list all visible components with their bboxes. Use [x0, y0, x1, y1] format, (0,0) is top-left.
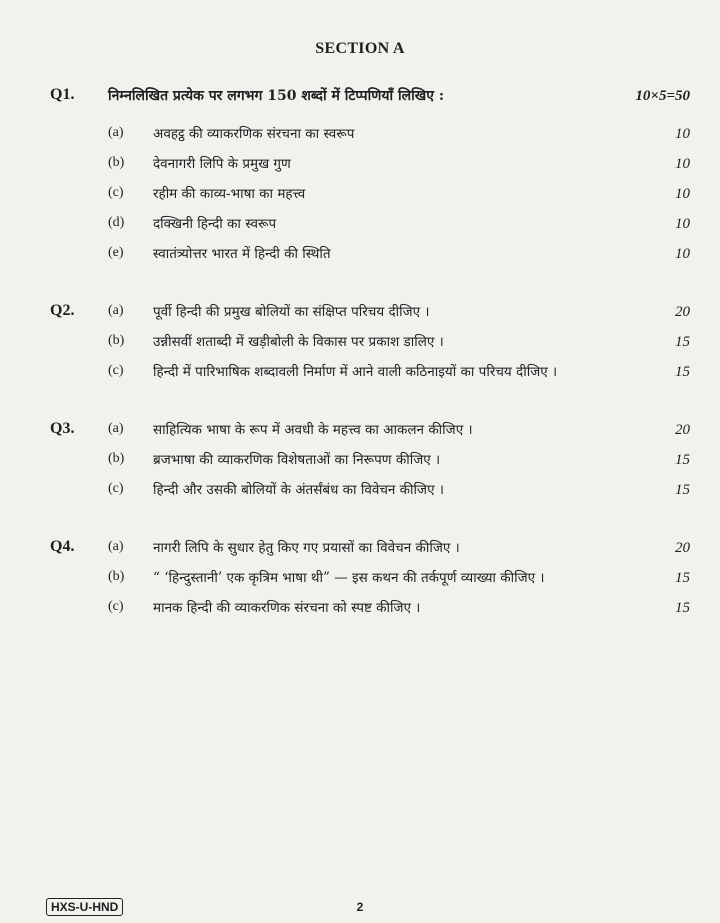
part-label: (a): [108, 421, 124, 436]
question-number: Q4.: [50, 538, 75, 555]
question-number: Q2.: [50, 302, 75, 319]
part-label: (e): [108, 245, 124, 260]
part-label: (b): [108, 569, 125, 584]
question-part: [0, 244, 720, 274]
question-4: [0, 538, 720, 628]
part-marks: 10: [675, 246, 690, 262]
question-part: [0, 154, 720, 184]
part-label: (c): [108, 599, 124, 614]
question-instruction: निम्नलिखित प्रत्येक पर लगभग 150 शब्दों में टिप्पणियाँ लिखिए :: [108, 88, 444, 104]
question-part: [0, 420, 720, 450]
question-part: [0, 538, 720, 568]
part-label: (a): [108, 539, 124, 554]
question-part: [0, 214, 720, 244]
part-marks: 10: [675, 156, 690, 172]
question-part: [0, 124, 720, 154]
question-part: [0, 302, 720, 332]
part-text: उन्नीसवीं शताब्दी में खड़ीबोली के विकास पर प्रकाश डालिए ।: [153, 334, 444, 350]
part-label: (c): [108, 481, 124, 496]
part-text: साहित्यिक भाषा के रूप में अवधी के महत्त्व का आकलन कीजिए ।: [153, 422, 473, 438]
part-label: (b): [108, 155, 125, 170]
question-number: Q3.: [50, 420, 75, 437]
question-part: [0, 450, 720, 480]
part-marks: 15: [675, 334, 690, 350]
total-marks: 10×5=50: [635, 88, 690, 104]
part-text: मानक हिन्दी की व्याकरणिक संरचना को स्पष्ट कीजिए ।: [153, 600, 421, 616]
part-label: (b): [108, 451, 125, 466]
part-text: “ ‘हिन्दुस्तानी’ एक कृत्रिम भाषा थी” — इस कथन की तर्कपूर्ण व्याख्या कीजिए ।: [153, 570, 545, 586]
part-text: रहीम की काव्य-भाषा का महत्त्व: [153, 186, 306, 202]
paper-code: HXS-U-HND: [46, 898, 123, 916]
part-text: देवनागरी लिपि के प्रमुख गुण: [153, 156, 291, 172]
part-text: दक्खिनी हिन्दी का स्वरूप: [153, 216, 277, 232]
part-label: (d): [108, 215, 125, 230]
question-part: [0, 362, 720, 392]
part-text: स्वातंत्र्योत्तर भारत में हिन्दी की स्थिति: [153, 246, 331, 262]
question-part: [0, 184, 720, 214]
question-part: [0, 332, 720, 362]
section-title: SECTION A: [315, 40, 405, 57]
part-label: (c): [108, 185, 124, 200]
part-text: हिन्दी में पारिभाषिक शब्दावली निर्माण में आने वाली कठिनाइयों का परिचय दीजिए ।: [153, 364, 558, 380]
part-marks: 10: [675, 186, 690, 202]
part-marks: 15: [675, 452, 690, 468]
question-1: [0, 86, 720, 274]
page-number: 2: [356, 900, 364, 914]
part-marks: 15: [675, 364, 690, 380]
part-text: हिन्दी और उसकी बोलियों के अंतर्संबंध का विवेचन कीजिए ।: [153, 482, 444, 498]
part-marks: 15: [675, 482, 690, 498]
question-3: [0, 420, 720, 510]
question-part: [0, 598, 720, 628]
part-text: ब्रजभाषा की व्याकरणिक विशेषताओं का निरूपण कीजिए ।: [153, 452, 441, 468]
part-marks: 10: [675, 216, 690, 232]
question-2: [0, 302, 720, 392]
part-label: (c): [108, 363, 124, 378]
part-marks: 10: [675, 126, 690, 142]
part-marks: 20: [675, 304, 690, 320]
part-marks: 20: [675, 540, 690, 556]
part-label: (b): [108, 333, 125, 348]
question-1-header: [0, 86, 720, 116]
part-marks: 20: [675, 422, 690, 438]
question-part: [0, 480, 720, 510]
part-text: अवहट्ठ की व्याकरणिक संरचना का स्वरूप: [153, 126, 355, 142]
question-part: [0, 568, 720, 598]
part-marks: 15: [675, 600, 690, 616]
question-number: Q1.: [50, 86, 75, 103]
part-text: नागरी लिपि के सुधार हेतु किए गए प्रयासों का विवेचन कीजिए ।: [153, 540, 460, 556]
part-marks: 15: [675, 570, 690, 586]
part-text: पूर्वी हिन्दी की प्रमुख बोलियों का संक्षिप्त परिचय दीजिए ।: [153, 304, 430, 320]
part-label: (a): [108, 303, 124, 318]
part-label: (a): [108, 125, 124, 140]
